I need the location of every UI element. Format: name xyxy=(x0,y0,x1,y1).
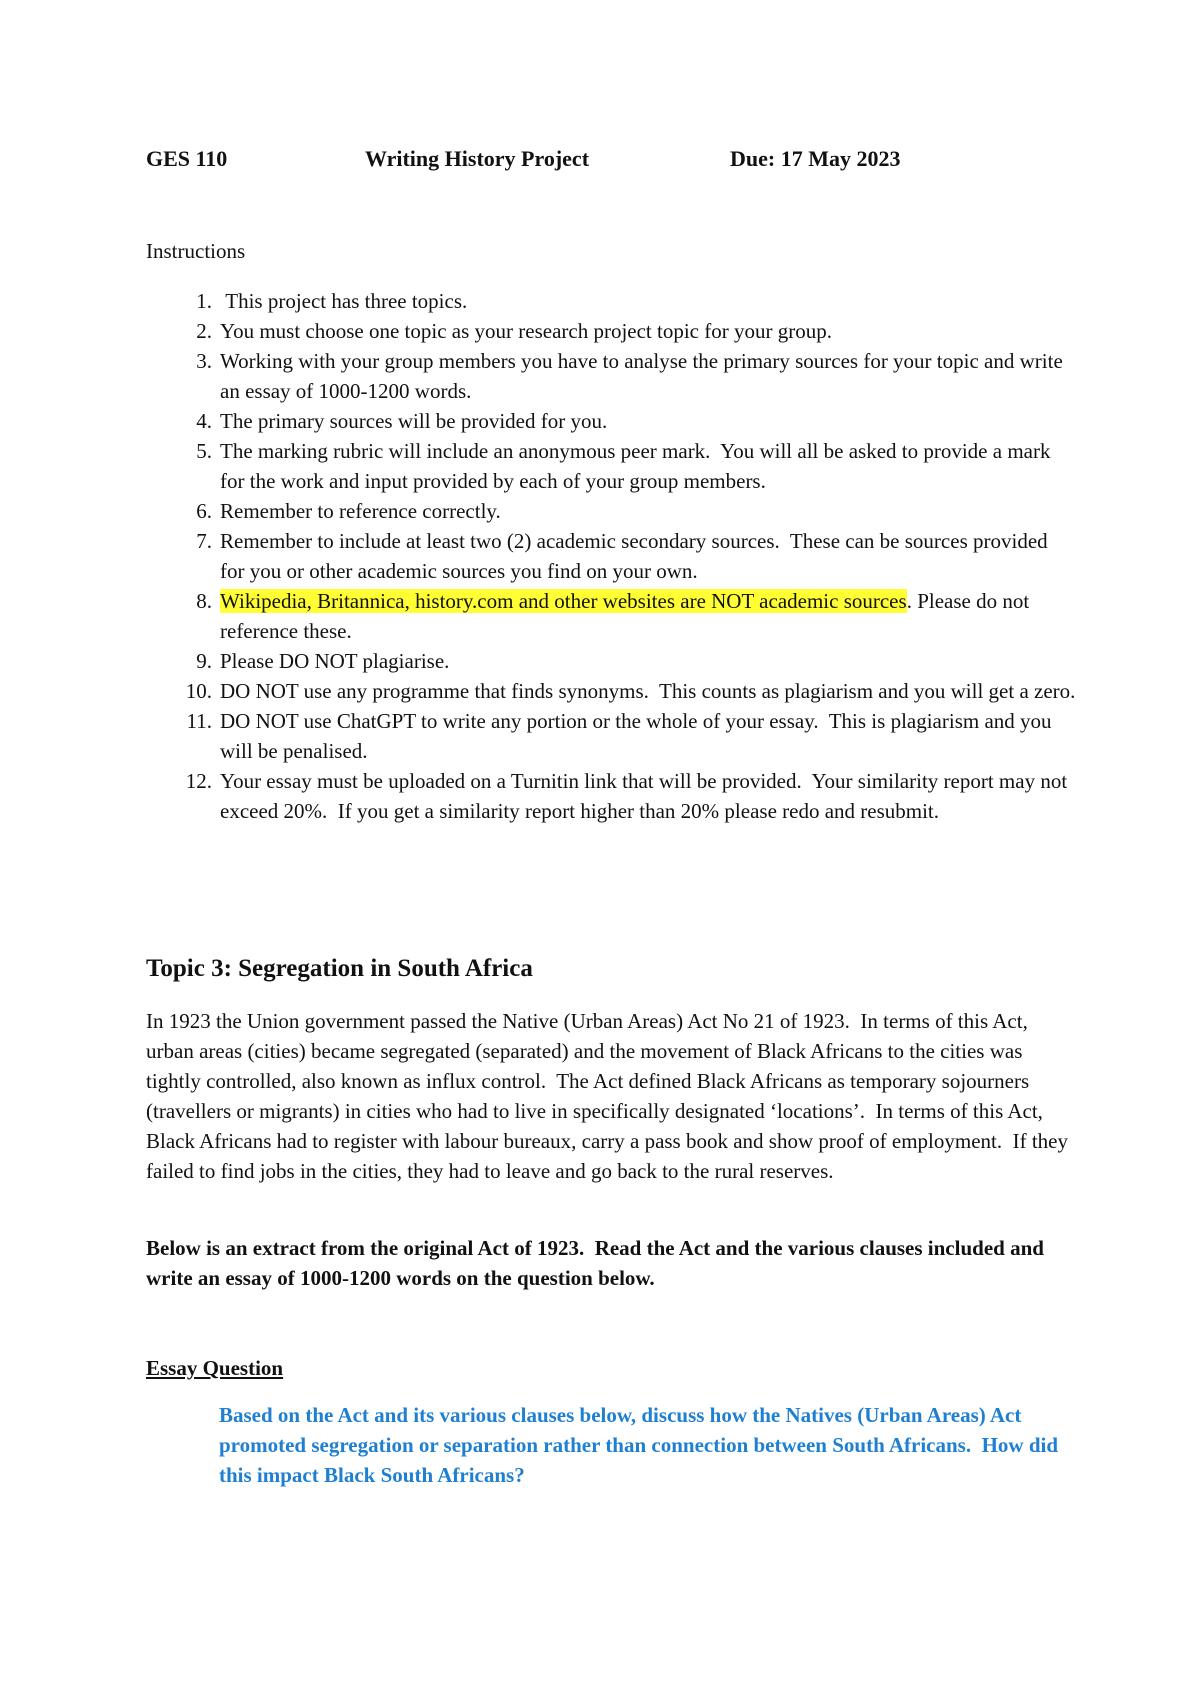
list-item-text: You must choose one topic as your research project topic for your group. xyxy=(220,319,832,343)
topic-heading: Topic 3: Segregation in South Africa xyxy=(146,955,533,982)
list-item-text: DO NOT use ChatGPT to write any portion or the whole of your essay. This is plagiarism and you will be penalised. xyxy=(220,709,1057,763)
essay-question-text: Based on the Act and its various clauses below, discuss how the Natives (Urban Areas) Act promoted segregation or separation rather than connection between South Africans. How did this impact Black South Africans? xyxy=(219,1403,1064,1487)
list-item-text: Your essay must be uploaded on a Turnitin link that will be provided. Your similarity report may not exceed 20%. If you get a similarity report higher than 20% please redo and resubmit. xyxy=(220,769,1073,823)
list-item xyxy=(146,526,1076,586)
list-number: 11. xyxy=(186,709,212,733)
list-item xyxy=(146,496,1076,526)
essay-question-label: Essay Question xyxy=(146,1356,284,1380)
list-item xyxy=(146,346,1076,406)
list-number: 4. xyxy=(196,409,212,433)
extract-instruction: Below is an extract from the original Act of 1923. Read the Act and the various clauses included and write an essay of 1000-1200 words on the question below. xyxy=(146,1236,1050,1290)
list-number: 3. xyxy=(196,349,212,373)
course-code: GES 110 xyxy=(146,146,228,171)
list-item-text: . Please do not reference these. xyxy=(220,589,1030,643)
list-item-text: Please DO NOT plagiarise. xyxy=(220,649,450,673)
list-item-text: The primary sources will be provided for you. xyxy=(220,409,608,433)
list-number: 12. xyxy=(185,769,212,793)
document-header xyxy=(146,146,1046,176)
instructions-label: Instructions xyxy=(146,239,246,263)
list-item-text: This project has three topics. xyxy=(220,289,468,313)
list-item xyxy=(146,436,1076,496)
list-item xyxy=(146,706,1076,766)
project-title: Writing History Project xyxy=(365,146,590,171)
list-item xyxy=(146,586,1076,646)
list-number: 10. xyxy=(185,679,212,703)
highlighted-warning: Wikipedia, Britannica, history.com and other websites are NOT academic sources xyxy=(220,589,907,613)
list-item-text: Working with your group members you have to analyse the primary sources for your topic and write an essay of 1000-1200 words. xyxy=(220,349,1063,403)
list-number: 1. xyxy=(196,289,212,313)
list-item xyxy=(146,766,1076,826)
list-number: 6. xyxy=(196,499,212,523)
list-number: 2. xyxy=(196,319,212,343)
list-item-text: Remember to include at least two (2) academic secondary sources. These can be sources provided for you or other academic sources you find on your own. xyxy=(220,529,1053,583)
list-item-text: Remember to reference correctly. xyxy=(220,499,501,523)
list-number: 9. xyxy=(196,649,212,673)
list-number: 7. xyxy=(196,529,212,553)
list-item xyxy=(146,646,1076,676)
list-item xyxy=(146,286,1076,316)
list-item-text: DO NOT use any programme that finds synonyms. This counts as plagiarism and you will get a zero. xyxy=(220,679,1076,703)
list-item xyxy=(146,676,1076,706)
list-number: 8. xyxy=(196,589,212,613)
list-item-text: The marking rubric will include an anonymous peer mark. You will all be asked to provide a mark for the work and input provided by each of your group members. xyxy=(220,439,1056,493)
list-number: 5. xyxy=(196,439,212,463)
instructions-list xyxy=(146,286,1076,826)
list-item xyxy=(146,316,1076,346)
list-item xyxy=(146,406,1076,436)
topic-paragraph: In 1923 the Union government passed the Native (Urban Areas) Act No 21 of 1923. In terms of this Act, urban areas (cities) became segregated (separated) and the movement of Black Africans to the cities was tightly controlled, also known as influx control. The Act defined Black Africans as temporary sojourners (travellers or migrants) in cities who had to live in specifically designated ‘locations’. In terms of this Act, Black Africans had to register with labour bureaux, carry a pass book and show proof of employment. If they failed to find jobs in the cities, they had to leave and go back to the rural reserves. xyxy=(146,1009,1074,1183)
due-date: Due: 17 May 2023 xyxy=(730,146,901,171)
